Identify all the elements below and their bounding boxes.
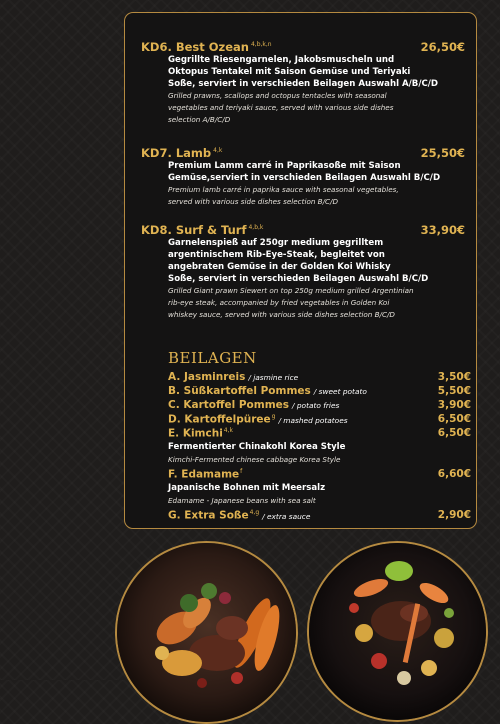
side-name: D. Kartoffelpüree: [168, 413, 271, 426]
side-name: F. Edamame: [168, 468, 240, 481]
dish-name: KD7. Lamb $^{4,k}$: [141, 146, 223, 160]
side-subtitle: / potato fries: [292, 401, 340, 410]
side-subtitle: / jasmine rice: [248, 373, 299, 382]
dish-description: Garnelenspieß auf 250gr medium gegrilltem argentinischem Rib-Eye-Steak, begleitet von angebraten Gemüse in der Golden Koi Whisky Soße, serviert in verschieden Beilagen Auswahl B/C/D: [168, 238, 429, 284]
side-price: 6,50€: [437, 427, 471, 439]
side-price: 6,50€: [437, 413, 471, 425]
food-photo-surf-turf-plate: [307, 541, 488, 722]
side-price: 3,50€: [437, 371, 471, 383]
dish-item: [141, 40, 471, 126]
allergen-codes: 4,b,k,n: [250, 41, 272, 49]
side-subtitle: / mashed potatoes: [278, 415, 348, 425]
steak-plate-illustration: [117, 543, 298, 724]
allergen-codes: 4,g: [249, 509, 260, 516]
side-name: E. Kimchi: [168, 427, 223, 440]
side-name: B. Süßkartoffel Pommes: [168, 385, 311, 397]
dish-description: Premium Lamm carré in Paprikasoße mit Saison Gemüse,serviert in verschieden Beilagen Auswahl B/C/D: [168, 161, 441, 183]
dish-name: KD6. Best Ozean $^{4,b,k,n}$: [141, 40, 272, 54]
side-name: A. Jasminreis: [168, 371, 246, 383]
side-price: 5,50€: [437, 385, 471, 397]
menu-card: [124, 12, 477, 529]
dish-price: 25,50€: [420, 146, 465, 160]
side-name: G. Extra Soße: [168, 509, 249, 522]
side-description: Fermentierter Chinakohl Korea Style: [168, 442, 346, 452]
side-price: 6,60€: [437, 468, 471, 480]
side-price: 3,90€: [437, 399, 471, 411]
side-name: C. Kartoffel Pommes: [168, 399, 290, 411]
food-photo-steak-plate: [115, 541, 298, 724]
allergen-codes: 4,k: [223, 427, 233, 434]
dish-item: [141, 146, 471, 208]
dish-name: KD8. Surf & Turf $^{4,b,k}$: [141, 223, 264, 237]
side-subtitle: / extra sauce: [262, 511, 311, 521]
side-item: [168, 385, 471, 399]
side-item: [168, 509, 471, 523]
dish-english-description: Premium lamb carré in paprika sauce with seasonal vegetables, served with various side dishes selection B/C/D: [168, 185, 399, 206]
side-item: [168, 413, 471, 427]
dish-price: 33,90€: [420, 223, 465, 237]
allergen-codes: f: [240, 468, 243, 475]
side-subtitle: / sweet potato: [313, 387, 367, 396]
side-item: [168, 399, 471, 413]
side-english-description: Kimchi-Fermented chinese cabbage Korea Style: [168, 455, 341, 464]
dish-description: Gegrillte Riesengarnelen, Jakobsmuscheln und Oktopus Tentakel mit Saison Gemüse und Teriyaki Soße, serviert in verschieden Beilagen Auswahl A/B/C/D: [168, 55, 439, 89]
side-item: [168, 371, 471, 385]
dish-english-description: Grilled prawns, scallops and octopus tentacles with seasonal vegetables and teriyaki sauce, served with various side dishes selection A/B/C/D: [168, 91, 394, 124]
side-item: [168, 468, 471, 482]
side-price: 2,90€: [437, 509, 471, 521]
dish-price: 26,50€: [420, 40, 465, 54]
dish-english-description: Grilled Giant prawn Siewert on top 250g medium grilled Argentinian rib-eye steak, accompanied by fried vegetables in Golden Koi whiskey sauce, served with various side dishes selection B/C/D: [168, 286, 414, 319]
side-english-description: Edamame - Japanese beans with sea salt: [168, 496, 316, 505]
side-item: [168, 427, 471, 441]
dish-item: [141, 223, 471, 321]
allergen-codes: g: [271, 413, 276, 420]
sides-heading: BEILAGEN: [168, 349, 257, 367]
side-description: Japanische Bohnen mit Meersalz: [168, 483, 326, 493]
allergen-codes: 4,k: [213, 147, 223, 155]
allergen-codes: 4,b,k: [248, 224, 264, 232]
sides-list: [168, 371, 471, 523]
surf-turf-plate-illustration: [309, 543, 488, 722]
